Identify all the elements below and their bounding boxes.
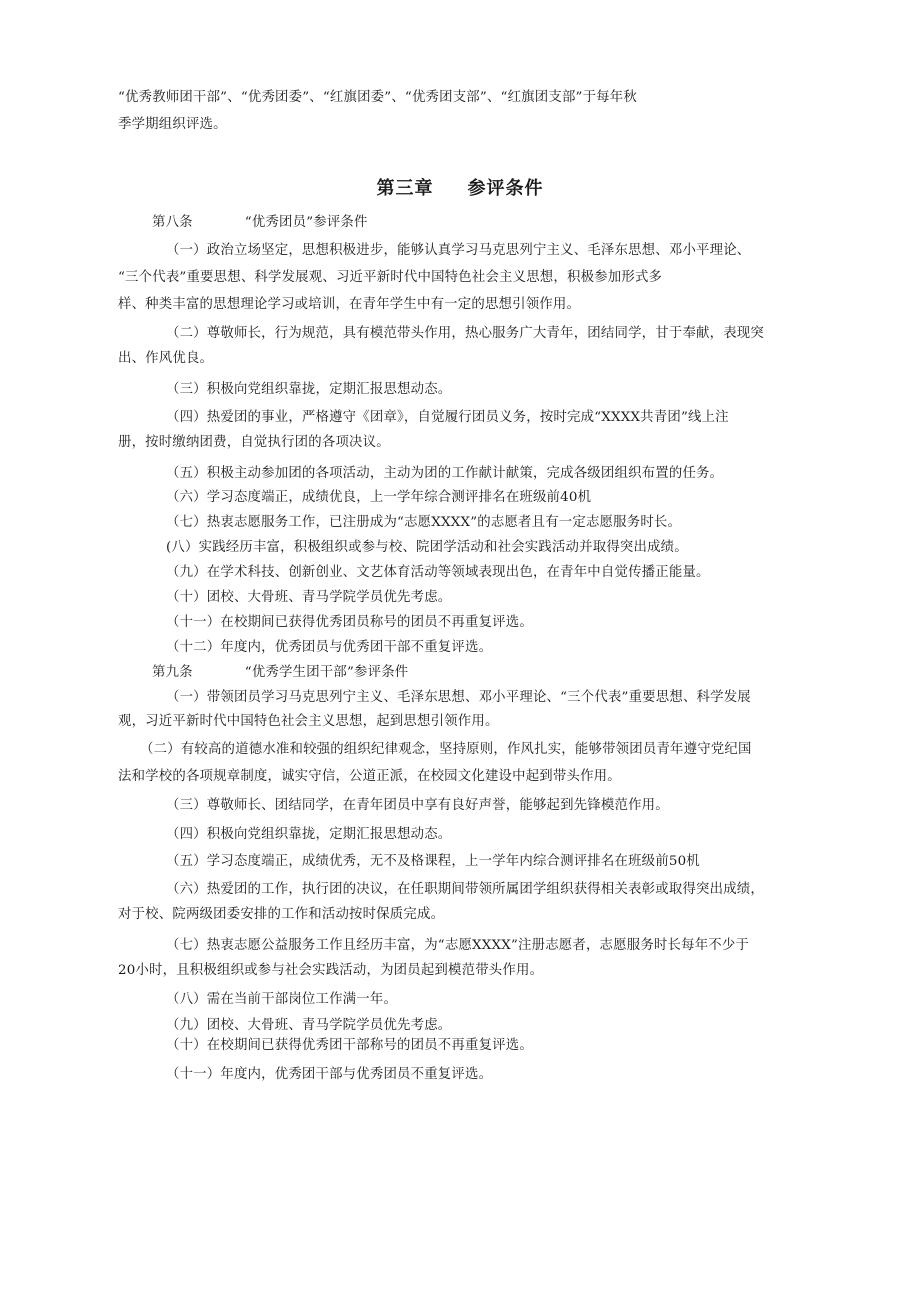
article-8-line: （六）学习态度端正，成绩优良，上一学年综合测评排名在班级前40机 — [166, 490, 592, 505]
article-9-line: （九）团校、大骨班、青马学院学员优先考虑。 — [166, 1018, 452, 1033]
article-9-heading — [152, 664, 408, 682]
article-8-name: “优秀团员”参评条件 — [244, 215, 368, 230]
article-8-line: （七）热衷志愿服务工作，已注册成为“志愿XXXX”的志愿者且有一定志愿服务时长。 — [166, 515, 682, 530]
article-9-line: 20小时，且积极组织或参与社会实践活动，为团员起到模范带头作用。 — [118, 963, 544, 978]
article-9-line: （一）带领团员学习马克思列宁主义、毛泽东思想、邓小平理论、“三个代表”重要思想、科学发展 — [166, 690, 751, 705]
article-8-line: （十二）年度内，优秀团员与优秀团干部不重复评选。 — [166, 640, 493, 655]
article-8-number: 第八条 — [152, 215, 193, 230]
article-9-line: （十一）年度内，优秀团干部与优秀团员不重复评选。 — [166, 1067, 493, 1082]
article-9-name: “优秀学生团干部”参评条件 — [244, 665, 409, 680]
article-9-number: 第九条 — [152, 665, 193, 680]
article-9-line: （八）需在当前干部岗位工作满一年。 — [166, 992, 398, 1007]
article-8-line: 册，按时缴纳团费，自觉执行团的各项决议。 — [118, 435, 390, 450]
article-9-line: 观，习近平新时代中国特色社会主义思想，起到思想引领作用。 — [118, 714, 499, 729]
article-8-line: (八）实践经历丰富，积极组织或参与校、院团学活动和社会实践活动并取得突出成绩。 — [166, 540, 688, 555]
article-8-line: （四）热爱团的事业，严格遵守《团章》，自觉履行团员义务，按时完成“XXXX共青团”线上注 — [166, 410, 729, 425]
article-8-line: （三）积极向党组织靠拢，定期汇报思想动态。 — [166, 382, 452, 397]
article-8-heading — [152, 214, 368, 232]
article-8-line: “三个代表”重要思想、科学发展观、习近平新时代中国特色社会主义思想，积极参加形式多 — [118, 270, 663, 285]
article-9-line: （六）热爱团的工作，执行团的决议，在任职期间带领所属团学组织获得相关表彰或取得突出成绩， — [166, 882, 764, 897]
article-8-line: （九）在学术科技、创新创业、文艺体育活动等领域表现出色，在青年中自觉传播正能量。 — [166, 565, 710, 580]
article-8-line: （十一）在校期间已获得优秀团员称号的团员不再重复评选。 — [166, 615, 533, 630]
chapter-number: 第三章 — [376, 178, 434, 199]
article-8-line: （五）积极主动参加团的各项活动，主动为团的工作献计献策，完成各级团组织布置的任务。 — [166, 466, 724, 481]
article-8-line: （二）尊敬师长，行为规范，具有模范带头作用，热心服务广大青年，团结同学，甘于奉献，表现突 — [166, 326, 764, 341]
intro-line-2: 季学期组织评选。 — [118, 117, 227, 132]
article-9-line: 法和学校的各项规章制度，诚实守信，公道正派，在校园文化建设中起到带头作用。 — [118, 769, 621, 784]
article-9-line: （五）学习态度端正，成绩优秀，无不及格课程，上一学年内综合测评排名在班级前50机 — [166, 854, 700, 869]
article-9-line: （二）有较高的道德水准和较强的组织纪律观念，坚持原则，作风扎实，能够带领团员青年遵守党纪国 — [140, 742, 752, 757]
article-8-line: 样、种类丰富的思想理论学习或培训，在青年学生中有一定的思想引领作用。 — [118, 297, 581, 312]
intro-line-1: “优秀教师团干部”、“优秀团委”、“红旗团委”、“优秀团支部”、“红旗团支部”于每年秋 — [118, 90, 637, 105]
article-9-line: 对于校、院两级团委安排的工作和活动按时保质完成。 — [118, 907, 445, 922]
article-9-line: （十）在校期间已获得优秀团干部称号的团员不再重复评选。 — [166, 1038, 533, 1053]
article-8-line: （一）政治立场坚定，思想积极进步，能够认真学习马克思列宁主义、毛泽东思想、邓小平理论、 — [166, 243, 751, 258]
article-9-line: （四）积极向党组织靠拢，定期汇报思想动态。 — [166, 827, 452, 842]
article-9-line: （七）热衷志愿公益服务工作且经历丰富，为“志愿XXXX”注册志愿者，志愿服务时长每年不少于 — [166, 938, 750, 953]
chapter-name: 参评条件 — [467, 178, 544, 199]
article-8-line: 出、作风优良。 — [118, 351, 214, 366]
chapter-heading — [0, 174, 920, 200]
article-8-line: （十）团校、大骨班、青马学院学员优先考虑。 — [166, 590, 452, 605]
article-9-line: （三）尊敬师长、团结同学，在青年团员中享有良好声誉，能够起到先锋模范作用。 — [166, 798, 669, 813]
